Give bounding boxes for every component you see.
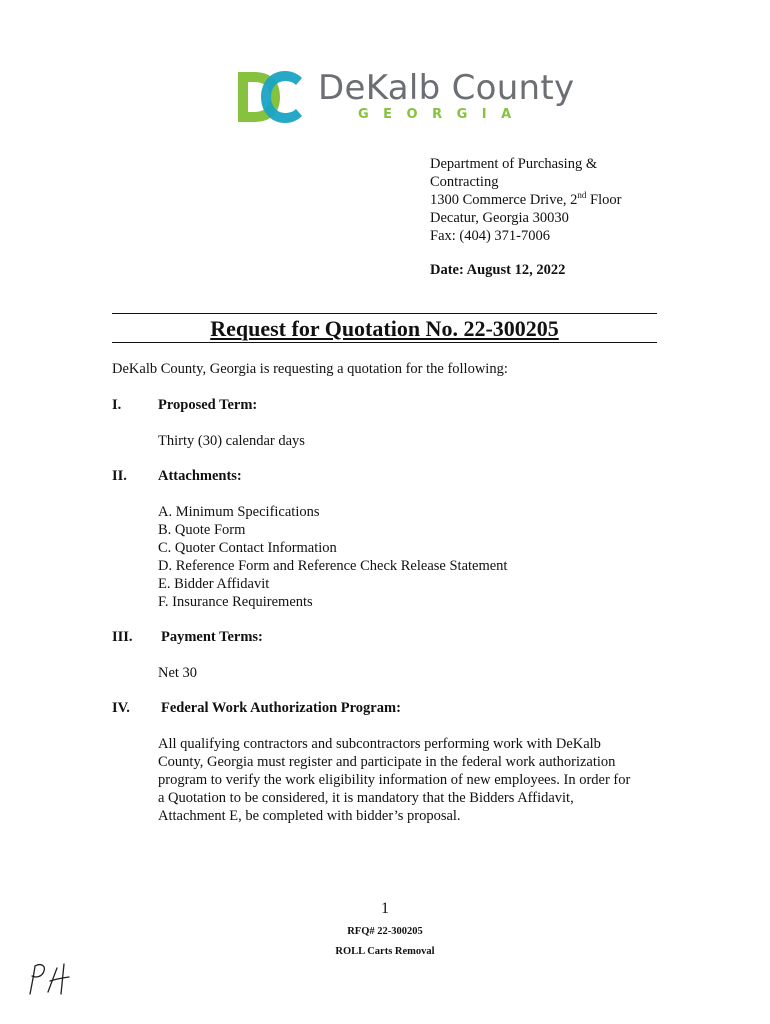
logo-state-name: GEORGIA [358, 107, 526, 122]
address-line: Department of Purchasing & [430, 156, 598, 172]
section-number: IV. [112, 700, 130, 716]
logo-county-name: DeKalb County [318, 68, 575, 108]
section-body [158, 735, 663, 825]
list-item: F. Insurance Requirements [158, 594, 313, 610]
paragraph-line: Attachment E, be completed with bidder’s proposal. [158, 808, 461, 824]
section-number: II. [112, 468, 127, 484]
list-item: B. Quote Form [158, 522, 246, 538]
section-heading: Federal Work Authorization Program: [161, 700, 401, 716]
footer-rfq: RFQ# 22-300205 [347, 926, 423, 937]
address-fax: Fax: (404) 371-7006 [430, 228, 551, 244]
list-item: E. Bidder Affidavit [158, 576, 270, 592]
section-heading: Proposed Term: [158, 397, 258, 413]
address-block [430, 155, 670, 245]
intro-text: DeKalb County, Georgia is requesting a quotation for the following: [112, 361, 508, 377]
section-body: Net 30 [158, 665, 198, 681]
section-heading: Attachments: [158, 468, 242, 484]
section-body: Thirty (30) calendar days [158, 433, 305, 449]
address-line: Contracting [430, 174, 499, 190]
section-number: III. [112, 629, 133, 645]
list-item: D. Reference Form and Reference Check Release Statement [158, 558, 508, 574]
attachments-list [158, 503, 507, 611]
page-title: Request for Quotation No. 22-300205 [112, 316, 657, 343]
section-number: I. [112, 397, 122, 413]
section-heading: Payment Terms: [161, 629, 263, 645]
paragraph-line: a Quotation to be considered, it is mandatory that the Bidders Affidavit, [158, 790, 574, 806]
address-line: 1300 Commerce Drive, 2nd Floor [430, 190, 622, 208]
title-rule [112, 313, 657, 314]
list-item: C. Quoter Contact Information [158, 540, 337, 556]
paragraph-line: County, Georgia must register and participate in the federal work authorization [158, 754, 616, 770]
handwritten-initials-icon [26, 960, 72, 998]
dekalb-logo-icon [236, 68, 304, 126]
document-date: Date: August 12, 2022 [430, 262, 566, 278]
paragraph-line: program to verify the work eligibility information of new employees. In order for [158, 772, 631, 788]
page-number: 1 [381, 900, 389, 917]
address-line: Decatur, Georgia 30030 [430, 210, 569, 226]
paragraph-line: All qualifying contractors and subcontractors performing work with DeKalb [158, 736, 601, 752]
list-item: A. Minimum Specifications [158, 504, 320, 520]
footer-project: ROLL Carts Removal [335, 946, 435, 957]
